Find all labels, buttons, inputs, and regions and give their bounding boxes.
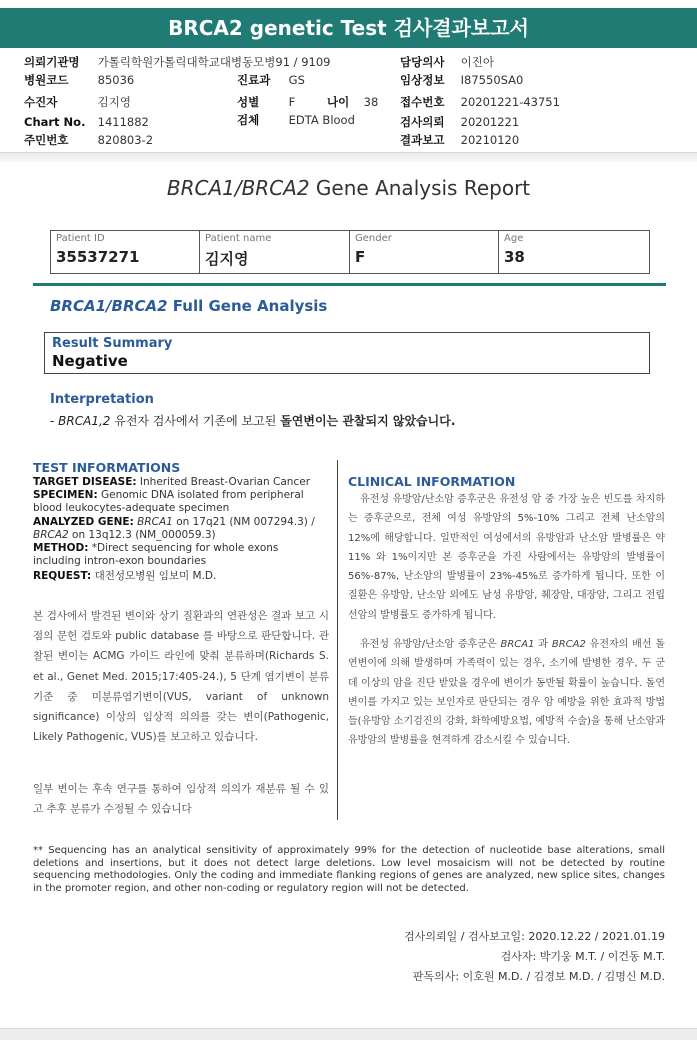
patient-name-cell — [200, 231, 350, 273]
signature-reader: 판독의사: 이호원 M.D. / 김경보 M.D. / 김명신 M.D. — [412, 970, 665, 983]
interp-genes: BRCA1,2 — [58, 414, 111, 428]
report-header-title: BRCA2 genetic Test 검사결과보고서 — [0, 8, 697, 48]
column-divider — [337, 460, 338, 820]
result-summary-value: Negative — [52, 352, 128, 370]
analyzed-gene-line — [33, 516, 329, 542]
gene2-name: BRCA2 — [33, 528, 69, 541]
report-title-rest: Gene Analysis Report — [309, 176, 531, 200]
interp-conclusion: 돌연변이는 관찰되지 않았습니다. — [280, 414, 456, 428]
sequencing-footnote: ** Sequencing has an analytical sensitivity of approximately 99% for the detection of nucleotide base alterations, small deletions and insertions, but it does not detect large deletions. Low level mosaicism will not be detected by routine sequencing methodologies. Only the coding and immediate flanking regions of genes are analyzed, new splice sites, changes in the promoter region, and other non-coding or regulatory region will not be detected. — [33, 845, 665, 894]
gene1-locus: on 17q21 (NM 007294.3) / — [172, 515, 315, 528]
clin-p2-c: 유전자의 배선 돌연변이에 의해 발생하며 가족력이 있는 경우, 소기에 발병한 경우, 두 군데 이상의 암을 진단 받았을 경우에 변이가 동반될 확률이 높습니다. 돌연변이를 가지고 있는 보인자로 판단되는 경우 암 예방을 위한 효과적 방법들(유방암 소기검진의 강화, 화학예방요법, 예방적 수술)을 통해 난소암과 유방암의 발병률을 현격하게 감소시킬 수 있습니다. — [348, 639, 665, 747]
interp-prefix: - — [50, 414, 59, 428]
patient-id-label: Patient ID — [56, 233, 105, 244]
field-value: 김지영 — [97, 95, 131, 109]
field-value: 20210120 — [460, 133, 520, 147]
analysis-heading — [50, 297, 327, 315]
field-value: 1411882 — [97, 115, 149, 129]
target-disease-label: TARGET DISEASE: — [33, 476, 137, 488]
field-hospital-code — [24, 72, 134, 90]
field-label: 검사의뢰 — [400, 115, 445, 129]
field-label: 주민번호 — [24, 133, 69, 147]
field-value: 85036 — [97, 73, 135, 87]
field-clinical-info — [400, 72, 523, 90]
patient-info-table — [50, 230, 650, 274]
field-label: 접수번호 — [400, 95, 445, 109]
field-label: 결과보고 — [400, 133, 445, 147]
test-info-block — [33, 476, 329, 584]
interpretation-heading: Interpretation — [50, 392, 154, 407]
field-label: 담당의사 — [400, 55, 445, 69]
gene2-locus: on 13q12.3 (NM_000059.3) — [68, 528, 216, 541]
field-value: 가톨릭학원가톨릭대학교대병동모병91 / 9109 — [97, 55, 331, 69]
field-value: 20201221-43751 — [460, 95, 560, 109]
clinical-paragraph-1: 유전성 유방암/난소암 증후군은 유전성 암 중 가장 높은 빈도를 차지하는 증후군으로, 전체 여성 유방암의 5%-10% 그리고 전체 난소암의 12%에 해당합니다. 일반적인 여성에서의 유방암과 난소암 발병률은 약 11% 와 1%이지만 본 증후군을 가진 사람에서는 유방암의 발병률이 56%-87%, 난소암의 발병률이 23%-45%로 증가하게 됩니다. 또한 이 질환은 유방암, 난소암 외에도 남성 유방암, 췌장암, 대장암, 그리고 전립선암의 발병률도 증가하게 됩니다. — [348, 494, 665, 621]
patient-id-cell — [51, 231, 200, 273]
field-label: 나이 — [327, 95, 350, 109]
report-title — [0, 176, 697, 200]
analysis-heading-rest: Full Gene Analysis — [167, 297, 328, 315]
method-value: *Direct sequencing for whole exons including intron-exon boundaries — [33, 542, 279, 568]
specimen-line — [33, 489, 329, 515]
field-sex — [237, 94, 295, 112]
field-resident-number — [24, 132, 153, 150]
field-label: 검체 — [237, 113, 260, 127]
field-report-date — [400, 132, 519, 150]
patient-name-label: Patient name — [205, 233, 272, 244]
clinical-info-heading: CLINICAL INFORMATION — [348, 474, 516, 489]
field-chart-no — [24, 114, 149, 132]
clin-p2-gene1: BRCA1 — [500, 639, 535, 650]
field-label: 임상정보 — [400, 73, 445, 87]
field-value: I87550SA0 — [460, 73, 524, 87]
patient-age-cell — [499, 231, 649, 273]
specimen-label: SPECIMEN: — [33, 489, 98, 502]
clin-p2-b: 과 — [534, 639, 552, 650]
patient-name-value: 김지영 — [205, 250, 249, 268]
patient-age-value: 38 — [504, 248, 525, 266]
variant-classification-paragraph: 본 검사에서 발견된 변이와 상기 질환과의 연관성은 결과 보고 시점의 문헌 검토와 public database 를 바탕으로 판단합니다. 관찰된 변이는 ACMG 가이드 라인에 맞춰 분류하며(Richards S. et al., Genet Med. 2015;17:405-24.), 5 단계 염기변이 분류 기준 중 미분류염기변이(VUS, variant of unknown significance) 이상의 임상적 의의를 갖는 변이(Pathogenic, Likely Pathogenic, VUS)를 보고하고 있습니다. — [33, 610, 329, 744]
page-bottom-band — [0, 1028, 697, 1040]
patient-gender-value: F — [355, 248, 366, 266]
field-label: 성별 — [237, 95, 260, 109]
section-divider — [33, 283, 666, 286]
clin-p2-gene2: BRCA2 — [551, 639, 586, 650]
reclassification-note: 일부 변이는 후속 연구를 통하여 임상적 의의가 재분류 될 수 있고 추후 분류가 수정될 수 있습니다 — [33, 783, 329, 816]
field-doctor — [400, 54, 494, 72]
field-value: F — [288, 95, 296, 109]
request-value: 대전성모병원 임보미 M.D. — [91, 570, 217, 583]
clin-p2-a: 유전성 유방암/난소암 증후군은 — [360, 639, 501, 650]
field-value: 820803-2 — [97, 133, 154, 147]
field-label: 병원코드 — [24, 73, 69, 87]
field-value: 이진아 — [460, 55, 494, 69]
request-label: REQUEST: — [33, 570, 92, 583]
signature-dates: 검사의뢰일 / 검사보고일: 2020.12.22 / 2021.01.19 — [404, 930, 665, 943]
field-label: 진료과 — [237, 73, 271, 87]
field-age — [327, 94, 378, 112]
field-label: 의뢰기관명 — [24, 55, 80, 69]
target-disease-line — [33, 476, 329, 489]
patient-gender-cell — [350, 231, 499, 273]
clinical-paragraph-2 — [348, 635, 665, 751]
field-request-date — [400, 114, 519, 132]
header-divider — [0, 152, 697, 162]
method-line — [33, 542, 329, 568]
signature-examiner: 검사자: 박기웅 M.T. / 이건동 M.T. — [500, 950, 665, 963]
interpretation-text — [50, 412, 455, 429]
method-label: METHOD: — [33, 542, 89, 555]
request-line — [33, 570, 329, 583]
field-value: GS — [288, 73, 305, 87]
test-info-heading: TEST INFORMATIONS — [33, 460, 181, 475]
patient-age-label: Age — [504, 233, 524, 244]
analysis-heading-genes: BRCA1/BRCA2 — [50, 297, 168, 315]
report-title-genes: BRCA1/BRCA2 — [166, 176, 310, 200]
patient-gender-label: Gender — [355, 233, 392, 244]
target-disease-value: Inherited Breast-Ovarian Cancer — [136, 476, 311, 488]
field-value: 20201221 — [460, 115, 520, 129]
field-label: Chart No. — [24, 115, 86, 129]
specimen-value: Genomic DNA isolated from peripheral blood leukocytes-adequate specimen — [33, 489, 304, 515]
field-department — [237, 72, 305, 90]
field-specimen — [237, 112, 355, 130]
field-value: EDTA Blood — [288, 113, 355, 127]
field-label: 수진자 — [24, 95, 58, 109]
field-patient-name — [24, 94, 131, 112]
patient-id-value: 35537271 — [56, 248, 140, 266]
analyzed-gene-label: ANALYZED GENE: — [33, 515, 134, 528]
field-accession-number — [400, 94, 560, 112]
gene1-name: BRCA1 — [137, 515, 173, 528]
field-value: 38 — [363, 95, 379, 109]
interp-mid: 유전자 검사에서 기존에 보고된 — [110, 414, 281, 428]
result-summary-label: Result Summary — [52, 336, 173, 351]
result-summary-box — [44, 332, 650, 374]
field-requesting-institution — [24, 54, 330, 72]
